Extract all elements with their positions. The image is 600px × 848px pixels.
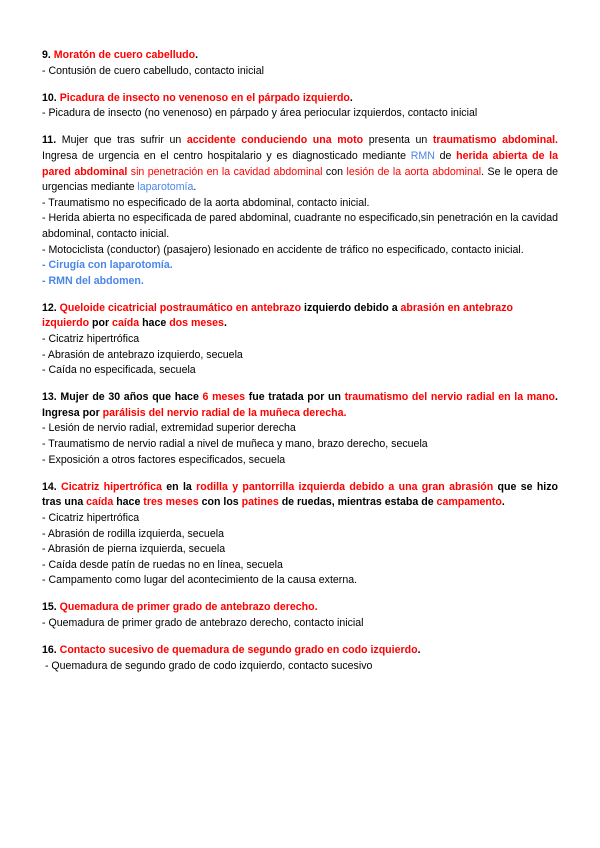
case-title: Contacto sucesivo de quemadura de segundo grado en codo izquierdo <box>56 644 418 657</box>
code-line: - Campamento como lugar del acontecimiento de la causa externa. <box>42 574 358 587</box>
text-run: de ruedas, mientras estaba de <box>278 496 437 509</box>
case-12 <box>42 301 558 379</box>
procedure-line: - RMN del abdomen. <box>42 274 144 287</box>
case-title: Picadura de insecto no venenoso en el párpado izquierdo <box>59 91 350 104</box>
highlight-run: Cicatriz hipertrófica <box>56 480 162 493</box>
highlight-run: lesión de la aorta abdominal <box>346 165 482 178</box>
case-title-end: . <box>195 49 199 61</box>
text-run: Ingresa de urgencia en el centro hospitalario y es diagnosticado mediante <box>42 149 411 162</box>
case-11-description <box>42 133 558 195</box>
code-line: - Motociclista (conductor) (pasajero) lesionado en accidente de tráfico no especificado, contacto inicial. <box>42 243 524 256</box>
text-run: por <box>89 317 113 330</box>
case-10-heading <box>42 91 558 107</box>
text-run: con <box>322 165 347 178</box>
text-run: izquierdo debido a <box>301 301 401 314</box>
highlight-run: caída <box>112 317 140 330</box>
text-run: en la <box>161 480 197 493</box>
code-line: - Quemadura de segundo grado de codo izquierdo, contacto sucesivo <box>42 659 373 672</box>
highlight-run: sin penetración en la cavidad abdominal <box>127 165 323 178</box>
case-13 <box>42 390 558 468</box>
highlight-run: tres meses <box>143 496 199 509</box>
case-number: 15. <box>42 601 57 614</box>
procedure-line: - Cirugía con laparotomía. <box>42 259 173 272</box>
case-12-description <box>42 301 558 332</box>
code-line: - Abrasión de pierna izquierda, secuela <box>42 543 226 556</box>
code-line: - Lesión de nervio radial, extremidad superior derecha <box>42 422 296 435</box>
code-line: - Traumatismo no especificado de la aorta abdominal, contacto inicial. <box>42 196 370 209</box>
case-title-end: . <box>349 91 353 104</box>
code-line: - Caída desde patín de ruedas no en línea, secuela <box>42 558 283 571</box>
highlight-run: accidente conduciendo una moto <box>186 134 364 147</box>
text-run: fue tratada por un <box>245 391 345 404</box>
code-line: - Abrasión de antebrazo izquierdo, secuela <box>42 348 243 361</box>
case-title-end: . <box>417 644 421 657</box>
text-run: hace <box>139 317 170 330</box>
text-run: presenta un <box>363 134 433 147</box>
highlight-run: Queloide cicatricial postraumático en antebrazo <box>56 301 302 314</box>
code-line: - Caída no especificada, secuela <box>42 364 196 377</box>
code-line: - Exposición a otros factores especificados, secuela <box>42 453 286 466</box>
text-run: que se hizo tras una <box>42 480 559 509</box>
case-16-heading <box>42 643 558 659</box>
case-15 <box>42 600 558 631</box>
highlight-run: traumatismo abdominal. <box>432 134 558 147</box>
case-number: 14. <box>42 480 57 493</box>
case-16 <box>42 643 558 674</box>
case-number: 9. <box>42 49 51 61</box>
procedure-run: RMN <box>410 149 435 162</box>
text-run: . Se le opera de urgencias mediante <box>42 165 559 194</box>
highlight-run: herida abierta de la pared abdominal <box>42 149 559 178</box>
text-run: de <box>434 149 457 162</box>
case-10 <box>42 91 558 122</box>
case-15-heading <box>42 600 558 616</box>
highlight-run: caída <box>86 496 114 509</box>
document-page <box>42 48 558 686</box>
procedure-run: laparotomía <box>137 181 194 194</box>
text-run: Mujer que tras sufrir un <box>56 134 187 147</box>
case-number: 10. <box>42 91 57 104</box>
highlight-run: abrasión en antebrazo izquierdo <box>42 301 513 330</box>
highlight-run: traumatismo del nervio radial en la mano <box>344 391 556 404</box>
text-run: . <box>223 317 227 330</box>
case-14 <box>42 480 558 589</box>
case-11 <box>42 133 558 289</box>
case-number: 16. <box>42 644 57 657</box>
text-run: . Ingresa por <box>42 391 558 419</box>
text-run: . <box>501 496 505 509</box>
case-number: 13. <box>42 391 57 404</box>
case-13-description <box>42 390 558 421</box>
text-run: Mujer de 30 años que hace <box>56 391 203 404</box>
code-line: - Abrasión de rodilla izquierda, secuela <box>42 527 224 540</box>
code-line: - Cicatriz hipertrófica <box>42 511 140 524</box>
highlight-run: 6 meses <box>202 391 246 404</box>
text-run: . <box>193 181 197 194</box>
code-line: - Cicatriz hipertrófica <box>42 333 140 345</box>
case-title: Quemadura de primer grado de antebrazo derecho. <box>56 601 318 614</box>
highlight-run: dos meses <box>169 317 224 330</box>
text-run: con los <box>198 496 242 509</box>
case-number: 12. <box>42 301 57 314</box>
case-9 <box>42 48 558 79</box>
code-line: - Herida abierta no especificada de pared abdominal, cuadrante no especificado,sin penetración en la cavidad abdominal, contacto inicial. <box>42 212 558 240</box>
highlight-run: rodilla y pantorrilla izquierda debido a una gran abrasión <box>196 480 494 493</box>
highlight-run: campamento <box>436 496 502 509</box>
code-line: - Traumatismo de nervio radial a nivel de muñeca y mano, brazo derecho, secuela <box>42 438 428 451</box>
case-title: Moratón de cuero cabelludo <box>53 49 196 61</box>
code-line: - Contusión de cuero cabelludo, contacto inicial <box>42 64 265 77</box>
case-number: 11. <box>42 134 57 147</box>
highlight-run: patines <box>241 496 279 509</box>
case-9-heading <box>42 48 558 64</box>
case-14-description <box>42 480 558 511</box>
code-line: - Quemadura de primer grado de antebrazo derecho, contacto inicial <box>42 617 364 629</box>
highlight-run: parálisis del nervio radial de la muñeca derecha. <box>102 406 347 419</box>
code-line: - Picadura de insecto (no venenoso) en párpado y área periocular izquierdos, contacto inicial <box>42 107 478 120</box>
text-run: hace <box>113 496 144 509</box>
